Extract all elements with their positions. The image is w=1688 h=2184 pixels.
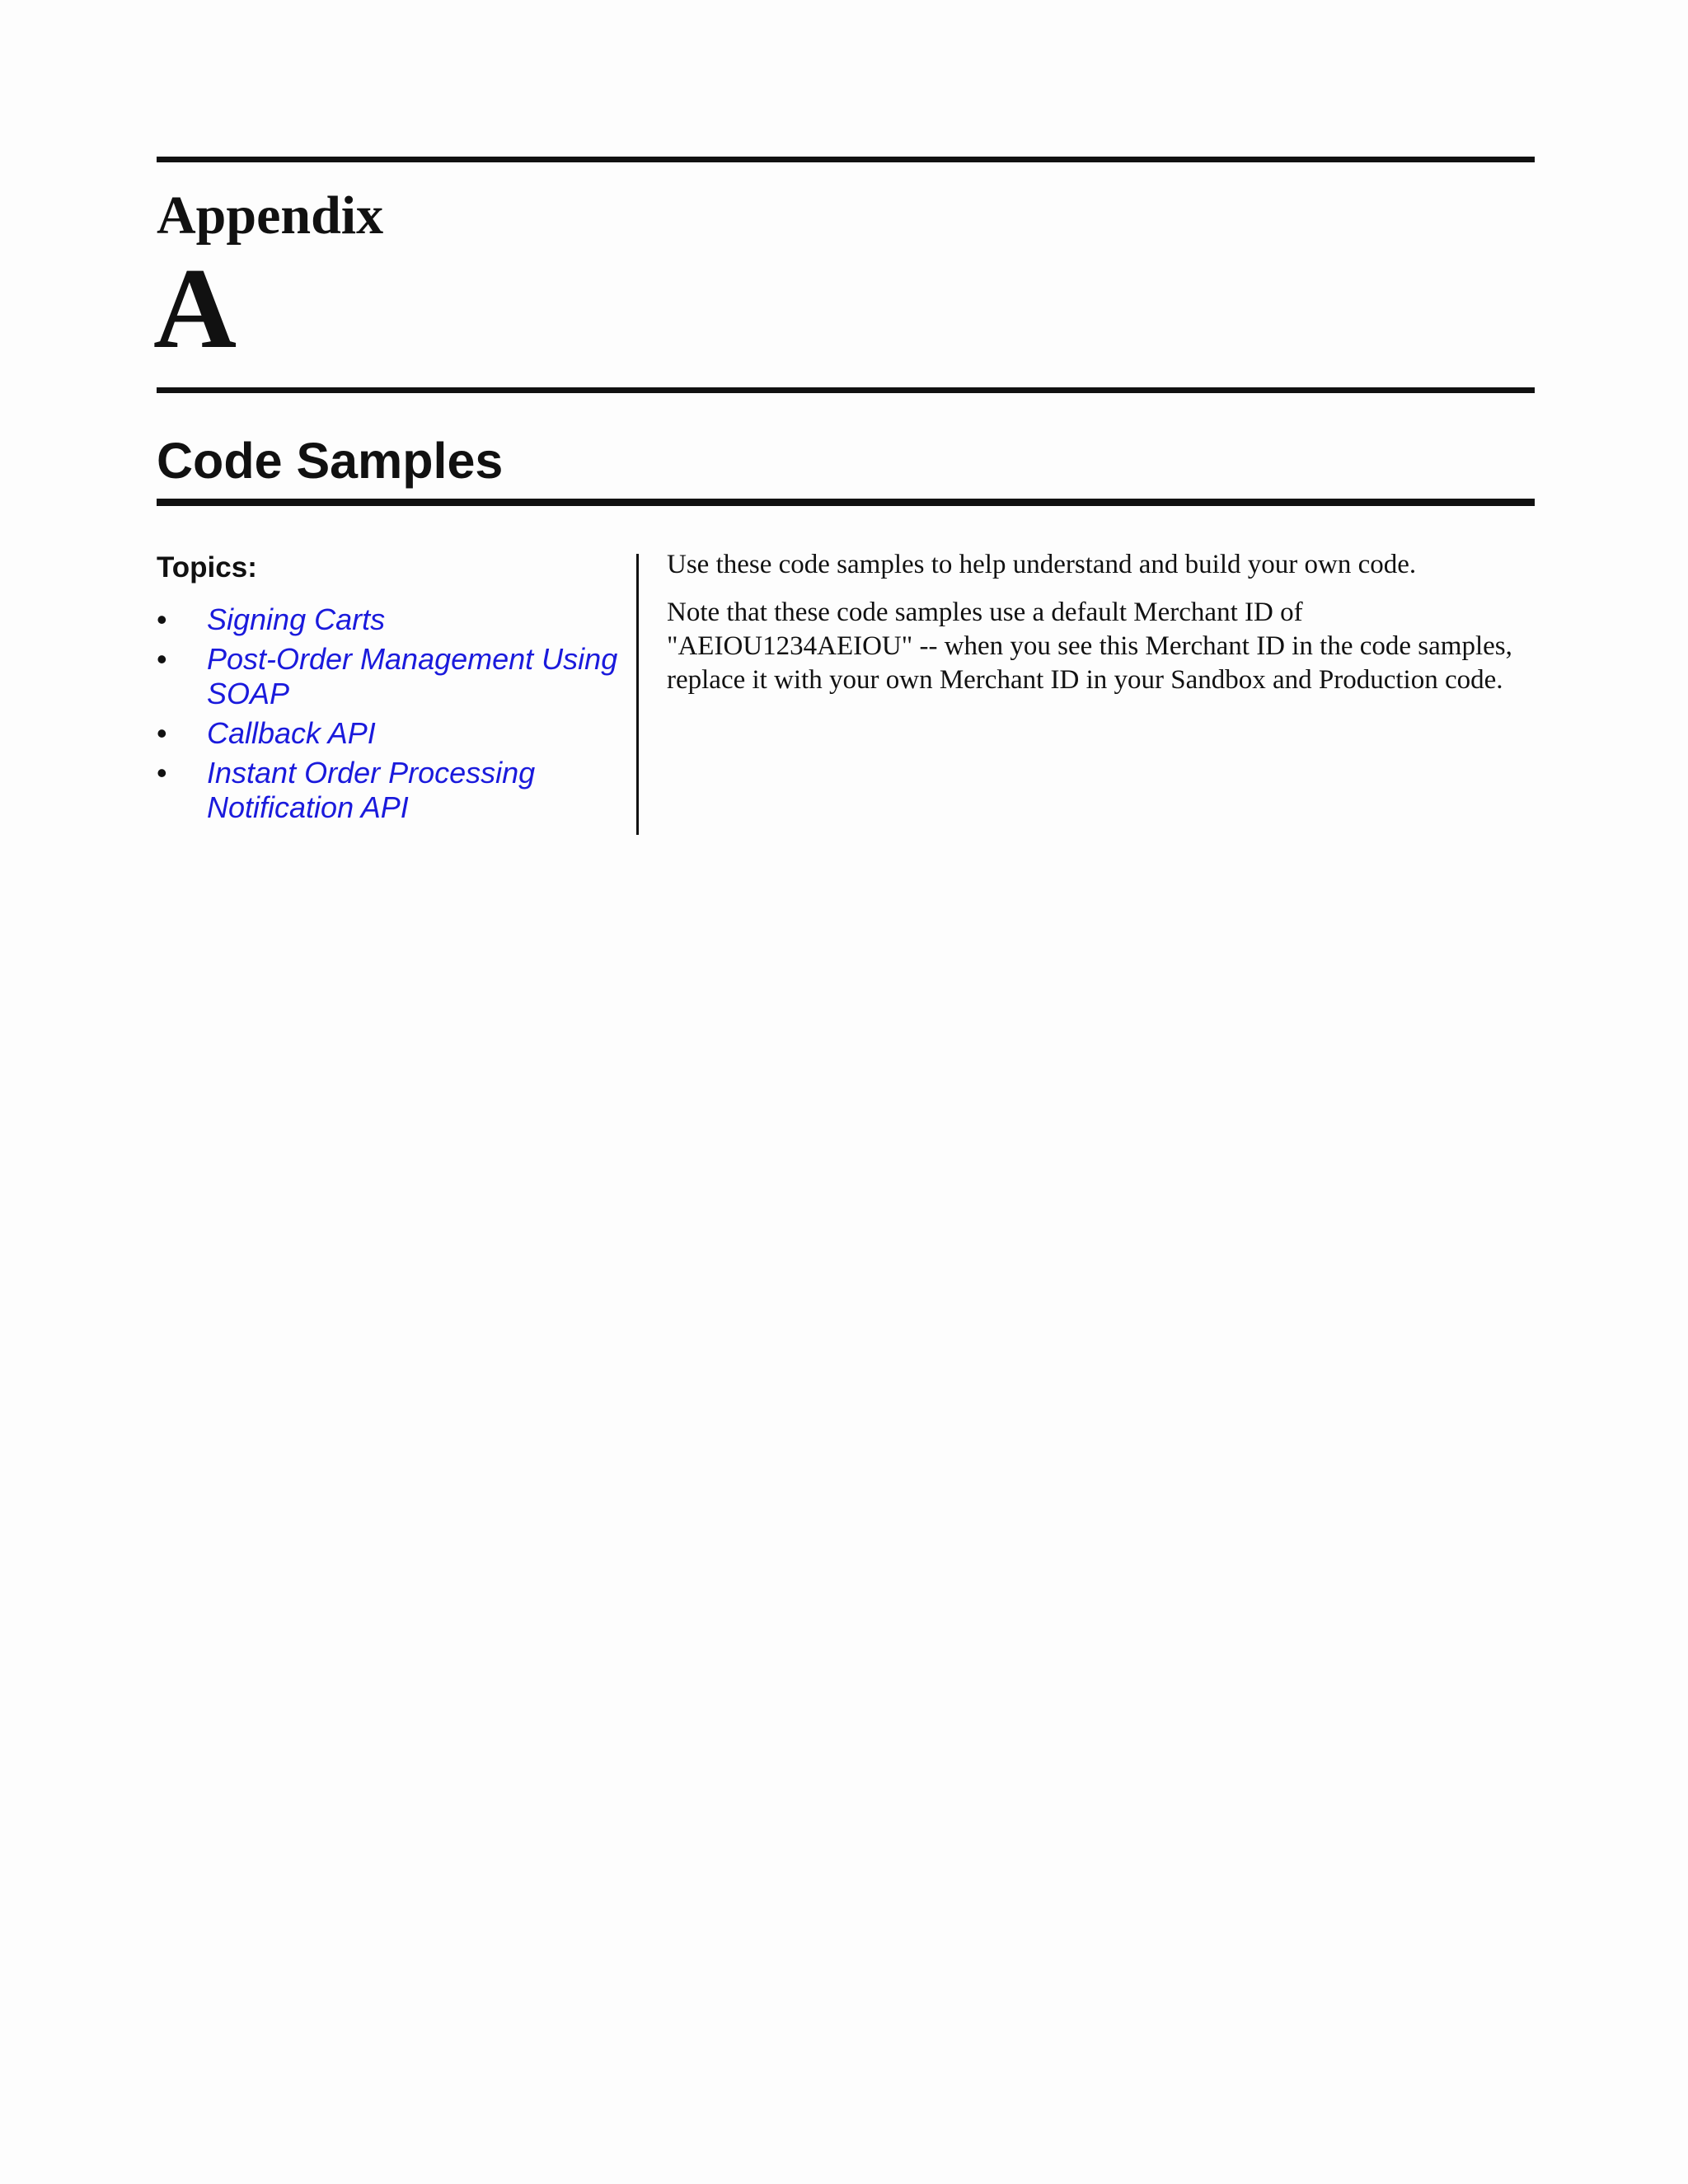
list-item (157, 756, 626, 825)
chapter-title: Code Samples (157, 433, 504, 489)
topic-link-label: Signing Carts (207, 602, 386, 636)
bullet-icon: • (157, 756, 167, 790)
topic-link-label: Callback API (207, 716, 376, 750)
appendix-label: Appendix (157, 185, 384, 246)
topics-list (157, 602, 626, 825)
topic-link-label-continued: SOAP (207, 677, 290, 710)
list-item (157, 642, 626, 711)
topic-link-post-order-management[interactable] (207, 642, 617, 710)
topics-panel (157, 548, 626, 830)
note-line: "AEIOU1234AEIOU" -- when you see this Merchant ID in the code samples, (667, 631, 1512, 661)
topic-link-instant-order-processing[interactable] (207, 756, 535, 824)
bullet-icon: • (157, 642, 167, 676)
merchant-id-note (667, 596, 1540, 697)
top-rule (157, 157, 1535, 162)
intro-paragraph: Use these code samples to help understand and build your own code. (667, 550, 1417, 579)
column-divider (636, 554, 639, 835)
topics-heading: Topics: (157, 551, 257, 583)
bullet-icon: • (157, 716, 167, 750)
topic-link-label: Post-Order Management Using (207, 642, 618, 676)
intro-text (667, 548, 1540, 711)
topic-link-callback-api[interactable] (207, 716, 376, 750)
list-item (157, 602, 626, 637)
topic-link-signing-carts[interactable] (207, 602, 385, 636)
topic-link-label-continued: Notification API (207, 790, 409, 824)
title-underline-rule (157, 499, 1535, 506)
appendix-letter: A (153, 245, 237, 373)
middle-rule (157, 387, 1535, 393)
note-line: Note that these code samples use a default Merchant ID of (667, 598, 1303, 627)
bullet-icon: • (157, 602, 167, 636)
topic-link-label: Instant Order Processing (207, 756, 536, 790)
note-line: replace it with your own Merchant ID in your Sandbox and Production code. (667, 665, 1503, 695)
list-item (157, 716, 626, 751)
